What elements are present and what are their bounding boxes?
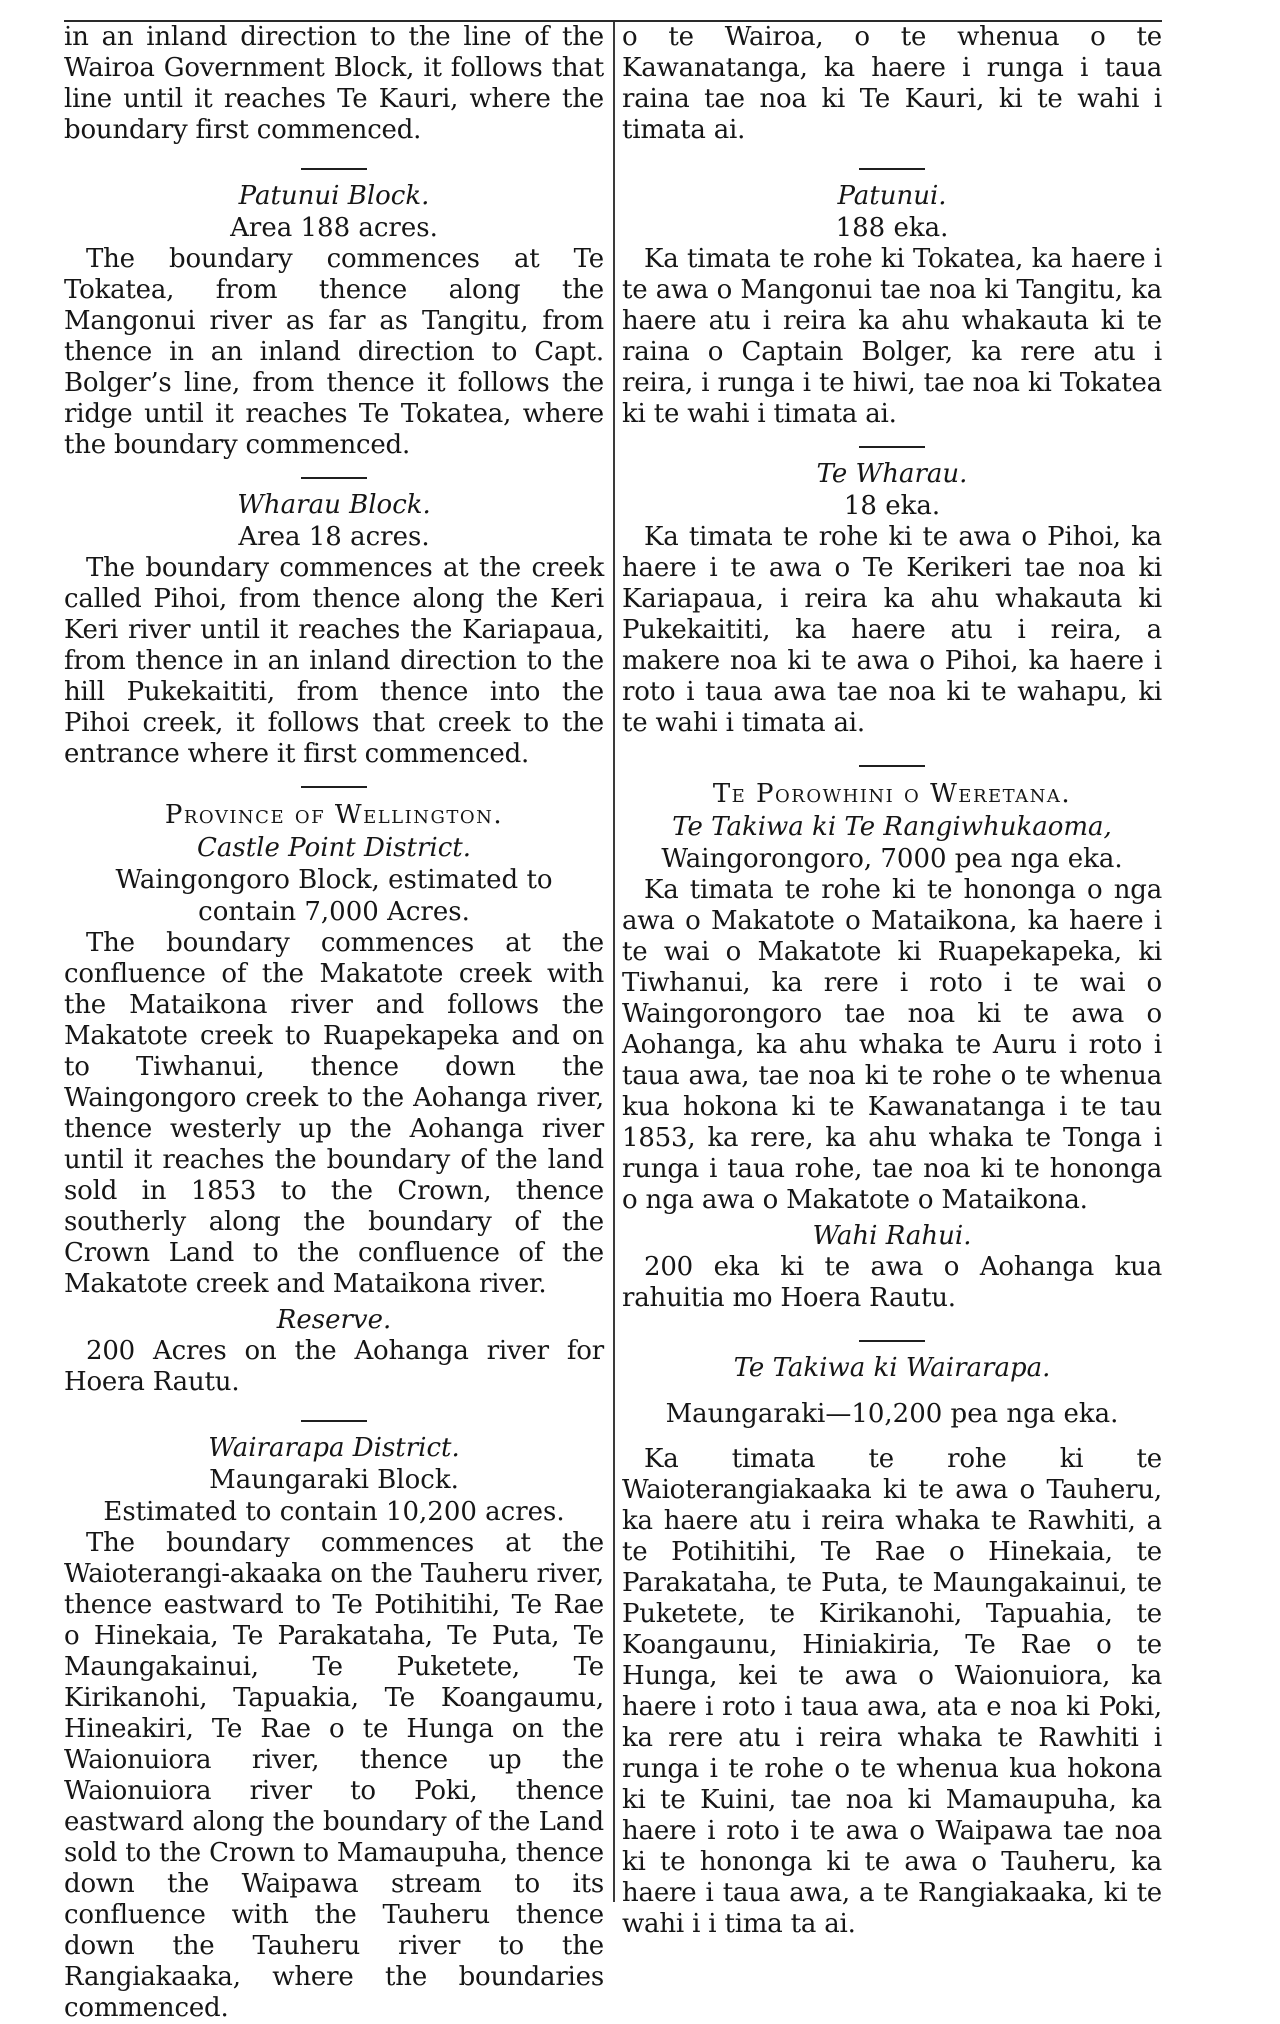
section-separator bbox=[859, 168, 925, 170]
section-body: Ka timata te rohe ki te hononga o nga awa o Makatote o Mataikona, ka haere i te wai o Makatote ki Ruapekapeka, ki Tiwhanui, ka rere i roto i te wai o Waingorongoro tae noa ki te awa o Aohanga, ka ahu whaka te Auru i roto i taua awa, tae noa ki te rohe o te whenua kua hokona ki te Kawanatanga i te tau 1853, ka rere, ka ahu whaka te Tonga i runga i taua rohe, tae noa ki te hononga o nga awa o Makatote o Mataikona. bbox=[622, 875, 1162, 1215]
reserve-title: Reserve. bbox=[276, 1305, 392, 1335]
wairarapa-section bbox=[622, 1352, 1162, 1940]
reserve-title: Wahi Rahui. bbox=[812, 1221, 972, 1251]
section-separator bbox=[859, 446, 925, 448]
maori-column bbox=[622, 22, 1162, 1940]
block-name: Maungaraki Block. bbox=[209, 1465, 459, 1495]
section-area: 188 eka. bbox=[835, 213, 949, 243]
intro-paragraph: in an inland direction to the line of the Wairoa Government Block, it follows that line until it reaches Te Kauri, where the boundary first commenced. bbox=[64, 22, 604, 145]
block-estimate: Waingorongoro, 7000 pea nga eka. bbox=[661, 844, 1123, 874]
section-area: 18 eka. bbox=[843, 491, 941, 521]
reserve-body: 200 Acres on the Aohanga river for Hoera Rautu. bbox=[64, 1336, 604, 1397]
section-body: Ka timata te rohe ki te Waioterangiakaaka ki te awa o Tauheru, ka haere atu i reira whaka te Rawhiti, a te Potihitihi, Te Rae o Hinekaia, te Parakataha, te Puta, te Maungakainui, te Puketete, te Kirikanohi, Tapuahia, te Koangaunu, Hiniakiria, Te Rae o te Hunga, kei te awa o Waionuiora, ka haere i roto i taua awa, ata e noa ki Poki, ka rere atu i reira whaka te Rawhiti i runga i te rohe o te whenua kua hokona ki te Kuini, tae noa ki Mamaupuha, ka haere i roto i te awa o Waipawa tae noa ki te hononga ki te awa o Tauheru, ka haere i taua awa, a te Rangiakaaka, ki te wahi i i tima ta ai. bbox=[622, 1444, 1162, 1939]
province-heading: Te Porowhini o Weretana. bbox=[712, 779, 1072, 809]
section-separator bbox=[301, 1420, 367, 1422]
district-title: Te Takiwa ki Te Rangiwhukaoma, bbox=[672, 812, 1112, 842]
castle-point-section bbox=[64, 832, 604, 1398]
reserve-body: 200 eka ki te awa o Aohanga kua rahuitia mo Hoera Rautu. bbox=[622, 1252, 1162, 1313]
intro-paragraph: o te Wairoa, o te whenua o te Kawanatanga, ka haere i runga i taua raina tae noa ki Te Kauri, ki te wahi i timata ai. bbox=[622, 22, 1162, 145]
section-body: The boundary commences at the Waioterangi-akaaka on the Tauheru river, thence eastward to Te Potihitihi, Te Rae o Hinekaia, Te Parakataha, Te Puta, Te Maungakainui, Te Puketete, Te Kirikanohi, Tapuakia, Te Koangaumu, Hineakiri, Te Rae o te Hunga on the Waionuiora river, thence up the Waionuiora river to Poki, thence eastward along the boundary of the Land sold to the Crown to Mamaupuha, thence down the Waipawa stream to its confluence with the Tauheru thence down the Tauheru river to the Rangiakaaka, where the boundaries commenced. bbox=[64, 1528, 604, 2023]
section-body: The boundary commences at the creek called Pihoi, from thence along the Keri Keri river until it reaches the Kariapaua, from thence in an inland direction to the hill Pukekaititi, from thence into the Pihoi creek, it follows that creek to the entrance where it first commenced. bbox=[64, 553, 604, 769]
section-separator bbox=[859, 765, 925, 767]
patunui-section bbox=[64, 180, 604, 461]
block-estimate: Maungaraki—10,200 pea nga eka. bbox=[665, 1399, 1119, 1429]
section-separator bbox=[301, 168, 367, 170]
english-column bbox=[64, 22, 604, 2024]
section-body: The boundary commences at Te Tokatea, from thence along the Mangonui river as far as Tangitu, from thence in an inland direction to Capt. Bolger’s line, from thence it follows the ridge until it reaches Te Tokatea, where the boundary commenced. bbox=[64, 244, 604, 460]
block-estimate: Estimated to contain 10,200 acres. bbox=[103, 1497, 565, 1527]
section-title: Te Wharau. bbox=[816, 459, 968, 489]
column-divider bbox=[613, 22, 615, 1902]
section-body: Ka timata te rohe ki te awa o Pihoi, ka haere i te awa o Te Kerikeri tae noa ki Kariapaua, i reira ka ahu whakauta ki Pukekaititi, ka haere atu i reira, a makere noa ki te awa o Pihoi, ka haere i roto i taua awa tae noa ki te wahapu, ki te wahi i timata ai. bbox=[622, 522, 1162, 738]
block-estimate: Waingongoro Block, estimated to contain 7,000 Acres. bbox=[115, 865, 553, 927]
wharau-section bbox=[622, 458, 1162, 739]
wharau-section bbox=[64, 489, 604, 770]
castle-point-section bbox=[622, 811, 1162, 1314]
section-separator bbox=[859, 1340, 925, 1342]
section-separator bbox=[301, 477, 367, 479]
section-body: Ka timata te rohe ki Tokatea, ka haere i te awa o Mangonui tae noa ki Tangitu, ka haere atu i reira ka ahu whakauta ki te raina o Captain Bolger, ka rere atu i reira, i runga i te hiwi, tae noa ki Tokatea ki te wahi i timata ai. bbox=[622, 244, 1162, 429]
section-area: Area 188 acres. bbox=[230, 213, 438, 243]
section-body: The boundary commences at the confluence of the Makatote creek with the Mataikona river and follows the Makatote creek to Ruapekapeka and on to Tiwhanui, thence down the Waingongoro creek to the Aohanga river, thence westerly up the Aohanga river until it reaches the boundary of the land sold in 1853 to the Crown, thence southerly along the boundary of the Crown Land to the confluence of the Makatote creek and Mataikona river. bbox=[64, 928, 604, 1299]
section-title: Patunui. bbox=[837, 181, 947, 211]
patunui-section bbox=[622, 180, 1162, 430]
district-title: Wairarapa District. bbox=[208, 1433, 460, 1463]
wairarapa-section bbox=[64, 1432, 604, 2024]
section-area: Area 18 acres. bbox=[238, 522, 430, 552]
section-title: Wharau Block. bbox=[237, 490, 431, 520]
district-title: Castle Point District. bbox=[197, 833, 471, 863]
district-title: Te Takiwa ki Wairarapa. bbox=[733, 1353, 1051, 1383]
province-heading: Province of Wellington. bbox=[164, 800, 504, 830]
section-separator bbox=[301, 786, 367, 788]
section-title: Patunui Block. bbox=[238, 181, 430, 211]
